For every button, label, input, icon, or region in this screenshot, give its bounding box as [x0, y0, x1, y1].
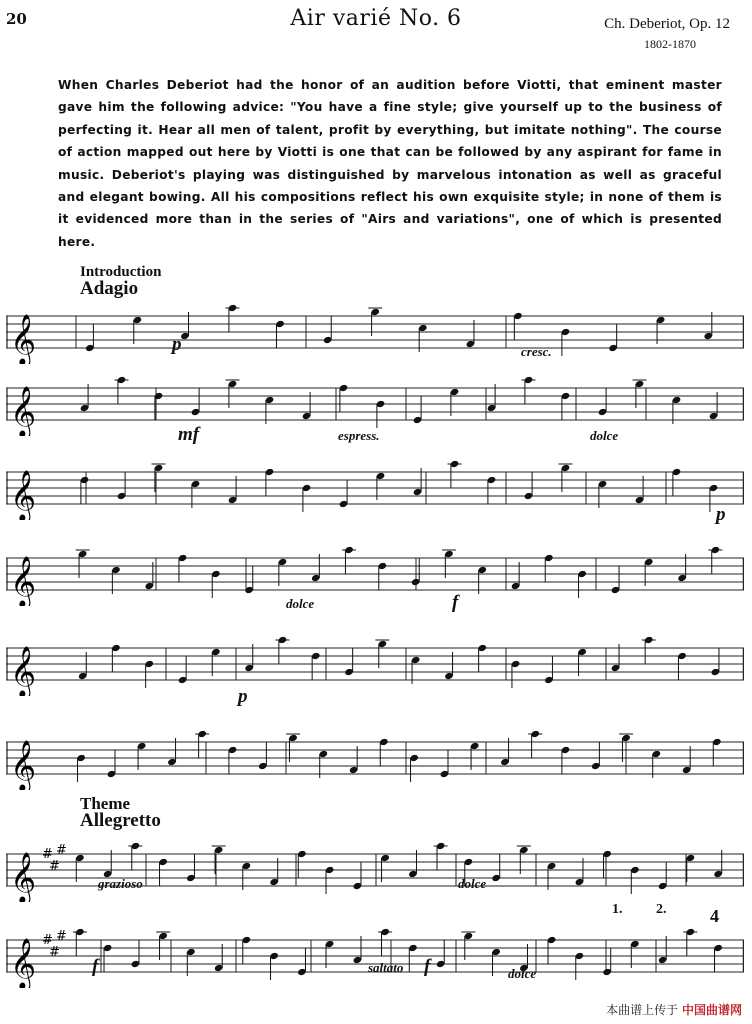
composer: Ch. Deberiot, Op. 12 [604, 16, 730, 32]
sharp-icon: # [56, 843, 67, 858]
staff-system-6 [6, 720, 744, 790]
expr-dolce-2: dolce [286, 596, 315, 611]
footer-watermark [606, 1001, 742, 1018]
dynamic-p-3: p [238, 686, 248, 707]
expr-dolce-1: dolce [590, 428, 619, 443]
sharp-icon: # [56, 929, 67, 944]
dynamic-p: p [172, 334, 182, 355]
treble-clef-icon: 𝄞 [10, 470, 37, 520]
staff-svg-4 [6, 536, 744, 606]
page-title: Air varié No. 6 [290, 6, 462, 31]
expr-espress: espress. [338, 428, 380, 443]
sharp-icon: # [49, 945, 60, 960]
dynamic-mf: mf [178, 424, 200, 445]
treble-clef-icon: 𝄞 [10, 386, 37, 436]
treble-clef-icon: 𝄞 [10, 938, 37, 988]
staff-svg-3 [6, 450, 744, 520]
treble-clef-icon: 𝄞 [10, 740, 37, 790]
ending-2: 2. [656, 902, 667, 917]
dynamic-f: f [452, 592, 459, 613]
footer-text: 本曲谱上传于 [606, 1003, 679, 1017]
staff-svg-2 [6, 366, 744, 436]
staff-system-5 [6, 626, 744, 696]
dynamic-f-theme-2: f [424, 956, 431, 977]
sharp-icon: # [42, 847, 53, 862]
ending-1: 1. [612, 902, 623, 917]
treble-clef-icon: 𝄞 [10, 314, 37, 364]
treble-clef-icon: 𝄞 [10, 852, 37, 902]
theme-tempo: Allegretto [80, 810, 161, 831]
staff-system-3 [6, 450, 744, 520]
expr-dolce-theme-2: dolce [508, 966, 537, 981]
sharp-icon: # [42, 933, 53, 948]
dynamic-p-2: p [716, 504, 726, 525]
page-number: 20 [6, 10, 27, 28]
composer-years: 1802-1870 [644, 37, 696, 51]
intro-paragraph: When Charles Deberiot had the honor of an audition before Viotti, that eminent master gave him the following advice: "You have a fine style; give yourself up to the business of perfecting it. Hear all men of talent, profit by everything, but imitate nothing". The course of action mapped out here by Viotti is one that can be followed by any aspirant for fame in music. Deberiot's playing was distinguished by marvelous intonation as well as graceful and elegant bowing. All his compositions reflect his own exquisite style; in none of them is it evidenced more than in the series of "Airs and variations", one of which is presented here. [58, 78, 722, 249]
introduction-label: Introduction [80, 264, 162, 280]
staff-svg-8 [6, 918, 744, 988]
next-variation-number: 4 [710, 906, 719, 926]
theme-label: Theme [80, 794, 131, 813]
staff-system-1 [6, 294, 744, 364]
staff-svg-1 [6, 294, 744, 364]
staff-system-4 [6, 536, 744, 606]
staff-svg-6 [6, 720, 744, 790]
staff-svg-5 [6, 626, 744, 696]
staff-system-8 [6, 918, 744, 988]
treble-clef-icon: 𝄞 [10, 556, 37, 606]
sharp-icon: # [49, 859, 60, 874]
staff-system-2 [6, 366, 744, 436]
expr-saltato: saltato [368, 960, 404, 975]
dynamic-f-theme-1: f [92, 956, 99, 977]
treble-clef-icon: 𝄞 [10, 646, 37, 696]
introduction-tempo: Adagio [80, 278, 139, 299]
expr-grazioso: grazioso [98, 876, 143, 891]
expr-cresc: cresc. [521, 344, 552, 359]
expr-dolce-theme: dolce [458, 876, 487, 891]
footer-brand: 中国曲谱网 [681, 1003, 742, 1017]
